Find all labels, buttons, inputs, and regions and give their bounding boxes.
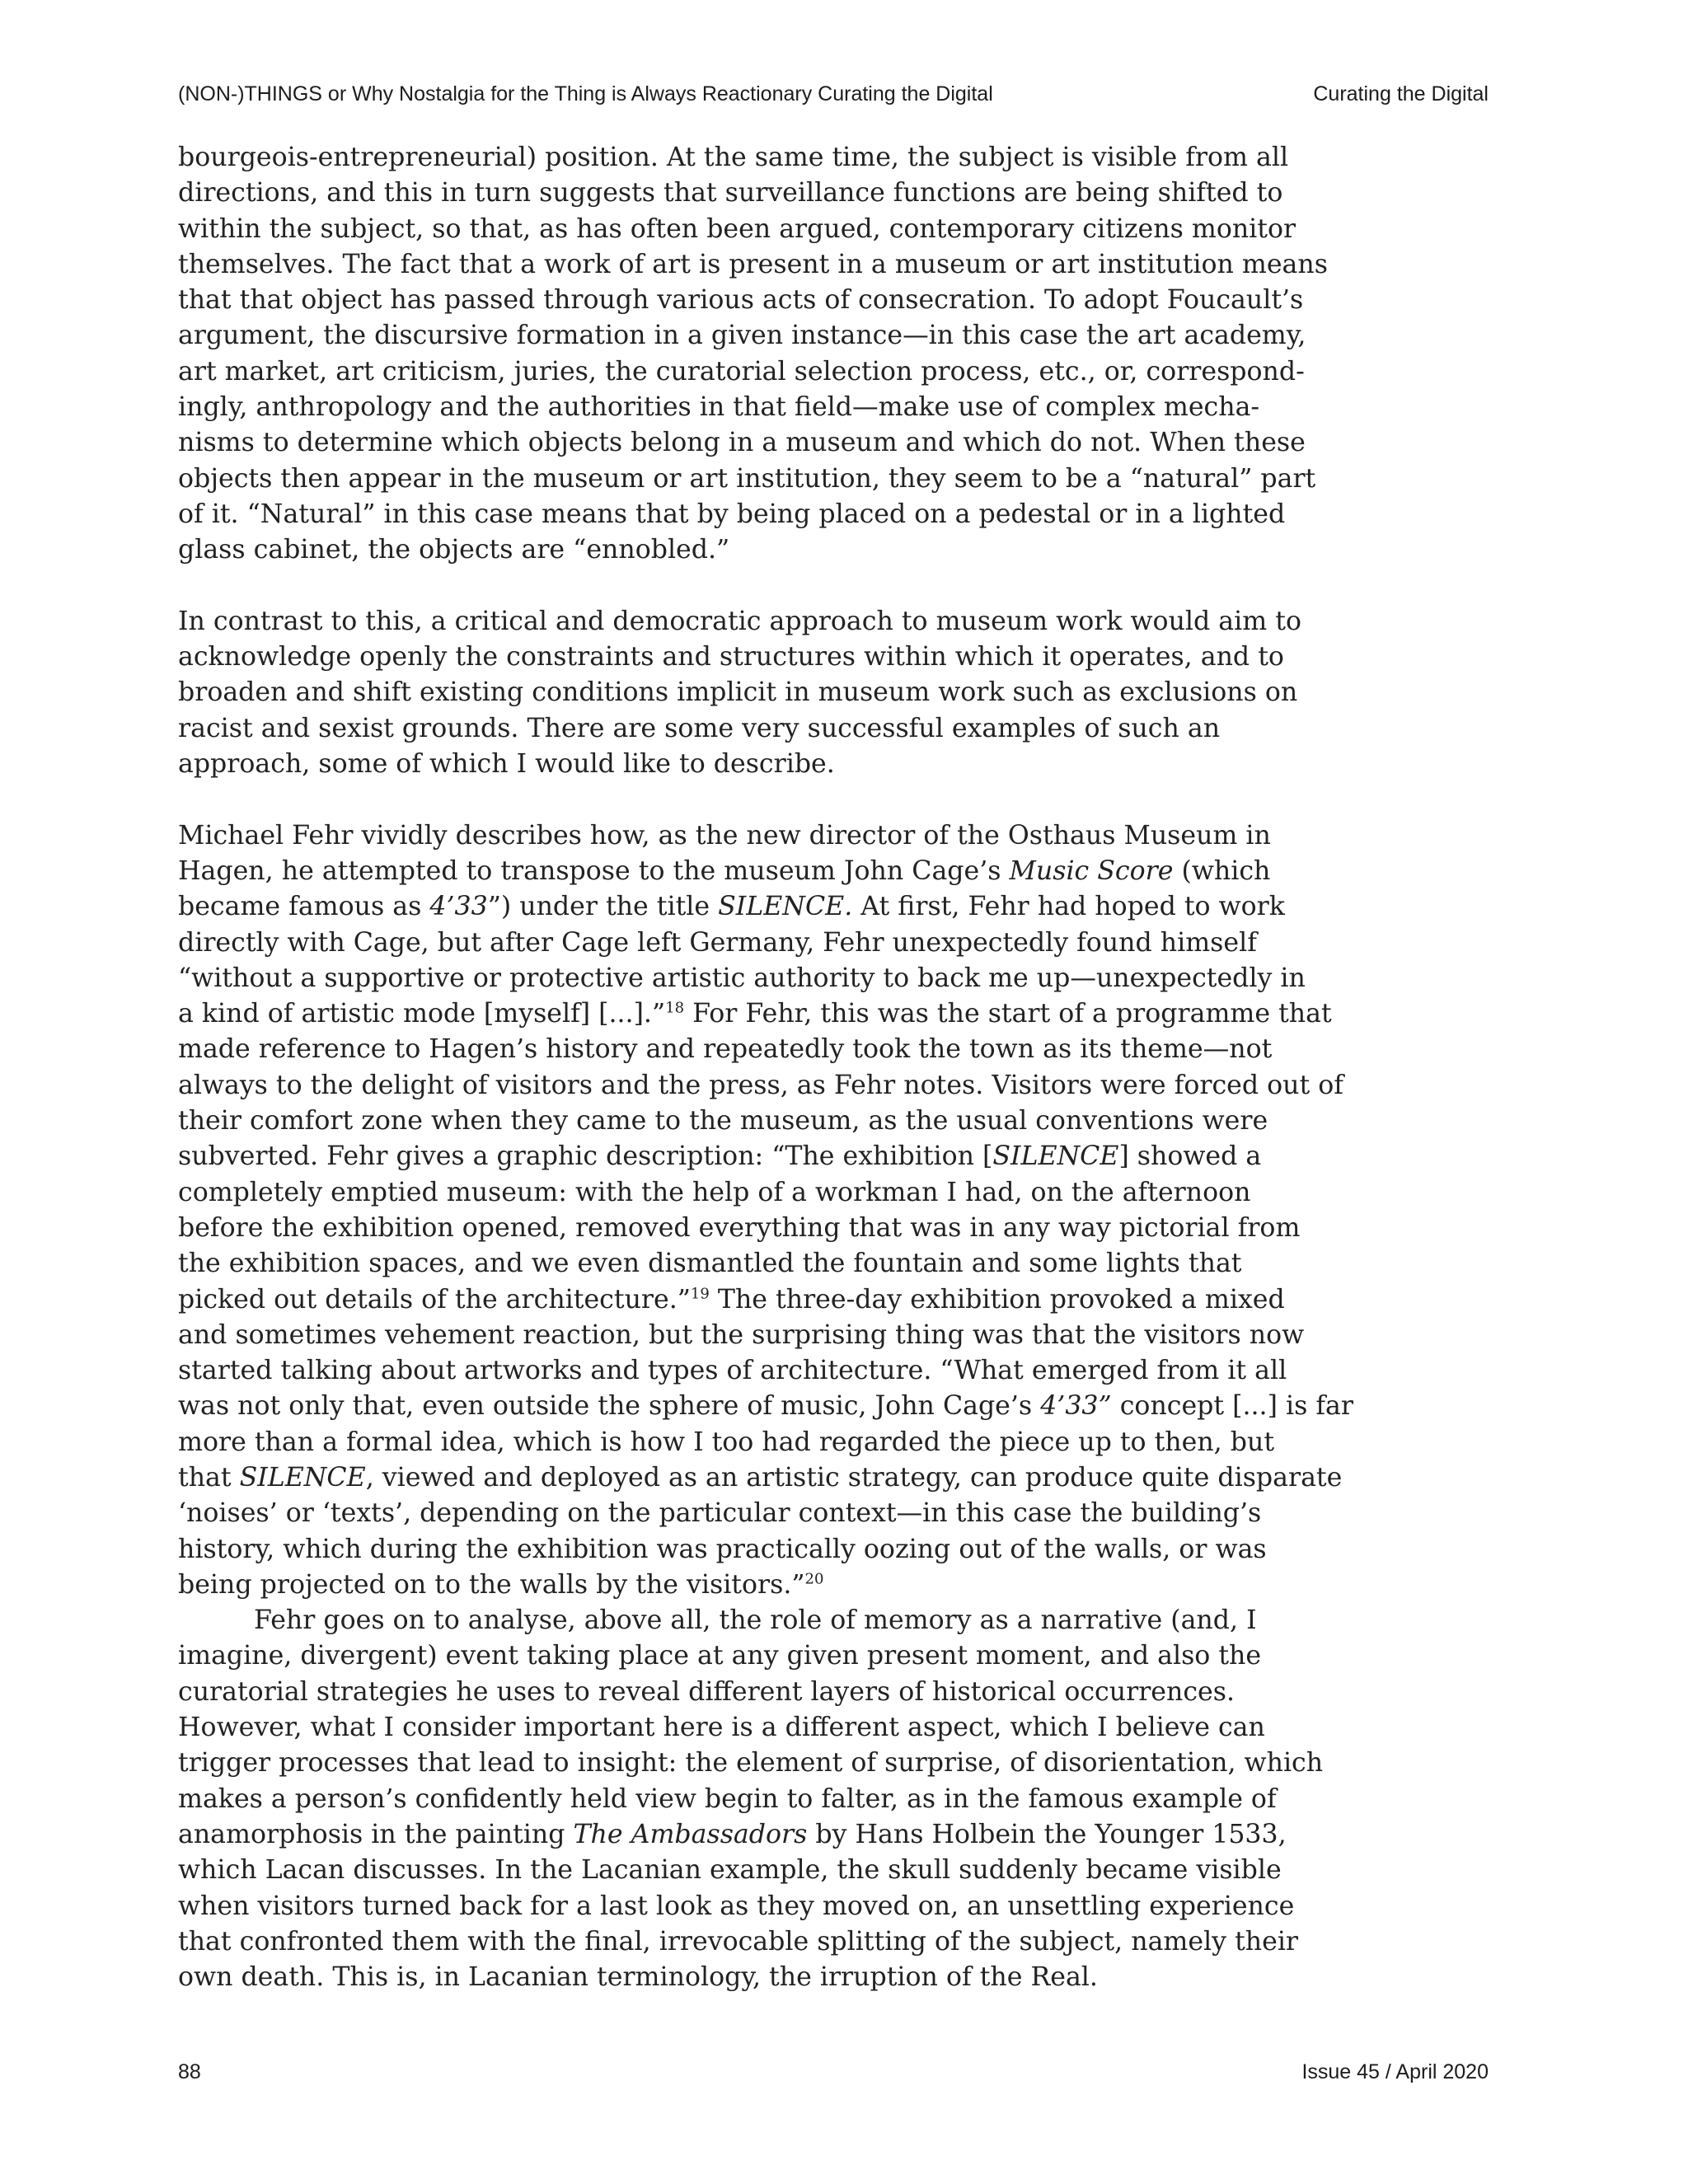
page-footer (178, 2060, 1489, 2093)
paragraph-3 (178, 818, 1353, 1604)
paragraph-4-continued (178, 1638, 1324, 1995)
text-line: makes a person’s confidently held view begin to falter, as in the famous example of (178, 1783, 1277, 1814)
italic-title: SILENCE. (718, 892, 853, 922)
text-line: Fehr goes on to analyse, above all, the role of memory as a narrative (and, I (254, 1605, 1257, 1636)
paragraph-1 (178, 140, 1328, 569)
italic-title: 4’33 (429, 892, 488, 922)
italic-title: The Ambassadors (573, 1819, 808, 1849)
header-section: Curating the Digital (1313, 82, 1489, 105)
page-number: 88 (178, 2060, 201, 2083)
text-line: imagine, divergent) event taking place at any given present moment, and also the (178, 1641, 1262, 1671)
text-line: bourgeois-entrepreneurial) position. At the same time, the subject is visible from all (178, 143, 1289, 172)
text-line: nisms to determine which objects belong in a museum and which do not. When these (178, 428, 1306, 458)
text-line: started talking about artworks and types of architecture. “What emerged from it all (178, 1356, 1287, 1386)
text-line: directly with Cage, but after Cage left Germany, Fehr unexpectedly found himself (178, 927, 1257, 958)
text-line: objects then appear in the museum or art institution, they seem to be a “natural” part (178, 463, 1316, 494)
text-line: the exhibition spaces, and we even dismantled the fountain and some lights that (178, 1249, 1242, 1279)
text-line: when visitors turned back for a last look as they moved on, an unsettling experience (178, 1891, 1295, 1921)
issue-label: Issue 45 / April 2020 (1301, 2060, 1489, 2083)
text-line: always to the delight of visitors and the press, as Fehr notes. Visitors were forced out of (178, 1070, 1343, 1100)
text-line: became famous as 4’33”) under the title SILENCE. At first, Fehr had hoped to work (178, 892, 1285, 922)
text-line: themselves. The fact that a work of art is present in a museum or art institution means (178, 249, 1328, 279)
article-body (178, 140, 1353, 1995)
text-line: racist and sexist grounds. There are some very successful examples of such an (178, 713, 1221, 743)
text-line: that SILENCE, viewed and deployed as an artistic strategy, can produce quite disparate (178, 1462, 1343, 1493)
text-line: “without a supportive or protective artistic authority to back me up—unexpectedly in (178, 963, 1306, 993)
text-line: anamorphosis in the painting The Ambassadors by Hans Holbein the Younger 1533, (178, 1819, 1287, 1849)
text-line: of it. “Natural” in this case means that by being placed on a pedestal or in a lighted (178, 499, 1286, 529)
italic-title: SILENCE (239, 1462, 366, 1493)
text-line: Hagen, he attempted to transpose to the museum John Cage’s Music Score (which (178, 855, 1271, 886)
text-line: history, which during the exhibition was practically oozing out of the walls, or was (178, 1534, 1267, 1564)
text-line: made reference to Hagen’s history and repeatedly took the town as its theme—not (178, 1034, 1273, 1065)
header-title: (NON-)THINGS or Why Nostalgia for the Thing is Always Reactionary Curating the Digital (178, 82, 993, 105)
paragraph-2 (178, 604, 1301, 782)
text-line: However, what I consider important here is a different aspect, which I believe can (178, 1713, 1265, 1743)
text-line: Michael Fehr vividly describes how, as the new director of the Osthaus Museum in (178, 820, 1271, 851)
text-line: within the subject, so that, as has often been argued, contemporary citizens monitor (178, 213, 1296, 244)
italic-title: Music Score (1009, 855, 1174, 886)
text-line: In contrast to this, a critical and democratic approach to museum work would aim to (178, 606, 1301, 636)
footnote-ref: 19 (690, 1284, 710, 1302)
running-header (178, 82, 1489, 115)
text-line: glass cabinet, the objects are “ennobled.” (178, 535, 730, 565)
text-line: a kind of artistic mode [myself] [...].”$^{18}$ For Fehr, this was the start of a programme that (178, 999, 1332, 1029)
text-line: art market, art criticism, juries, the curatorial selection process, etc., or, correspond- (178, 356, 1305, 387)
text-line: picked out details of the architecture.”$^{19}$ The three-day exhibition provoked a mixed (178, 1284, 1285, 1315)
text-line: more than a formal idea, which is how I too had regarded the piece up to then, but (178, 1427, 1275, 1457)
text-line: broaden and shift existing conditions implicit in museum work such as exclusions on (178, 677, 1298, 708)
text-line: which Lacan discusses. In the Lacanian example, the skull suddenly became visible (178, 1855, 1282, 1886)
text-line: trigger processes that lead to insight: the element of surprise, of disorientation, which (178, 1748, 1324, 1779)
italic-title: 4’33” (1040, 1391, 1112, 1422)
footnote-ref: 20 (804, 1570, 824, 1588)
text-line: argument, the discursive formation in a given instance—in this case the art academy, (178, 321, 1306, 351)
text-line: before the exhibition opened, removed everything that was in any way pictorial from (178, 1212, 1301, 1243)
footnote-ref: 18 (665, 999, 685, 1017)
text-line: acknowledge openly the constraints and structures within which it operates, and to (178, 642, 1284, 673)
text-line: their comfort zone when they came to the museum, as the usual conventions were (178, 1106, 1268, 1137)
text-line: subverted. Fehr gives a graphic description: “The exhibition [SILENCE] showed a (178, 1141, 1262, 1172)
italic-title: SILENCE (992, 1141, 1119, 1172)
text-line: being projected on to the walls by the visitors.”$^{20}$ (178, 1569, 824, 1600)
text-line: that that object has passed through various acts of consecration. To adopt Foucault’s (178, 285, 1304, 316)
text-line: own death. This is, in Lacanian terminology, the irruption of the Real. (178, 1962, 1098, 1993)
text-line: that confronted them with the final, irrevocable splitting of the subject, namely their (178, 1926, 1299, 1957)
text-line: directions, and this in turn suggests that surveillance functions are being shifted to (178, 178, 1283, 209)
text-line: ingly, anthropology and the authorities in that field—make use of complex mecha- (178, 392, 1260, 423)
text-line: was not only that, even outside the sphere of music, John Cage’s 4’33” concept [...] is far (178, 1391, 1353, 1422)
text-line: approach, some of which I would like to describe. (178, 749, 835, 780)
text-line: ‘noises’ or ‘texts’, depending on the particular context—in this case the building’s (178, 1498, 1262, 1529)
text-line: curatorial strategies he uses to reveal different layers of historical occurrences. (178, 1676, 1235, 1707)
paragraph-4 (178, 1603, 1257, 1638)
text-line: completely emptied museum: with the help of a workman I had, on the afternoon (178, 1177, 1251, 1207)
text-line: and sometimes vehement reaction, but the surprising thing was that the visitors now (178, 1319, 1305, 1350)
